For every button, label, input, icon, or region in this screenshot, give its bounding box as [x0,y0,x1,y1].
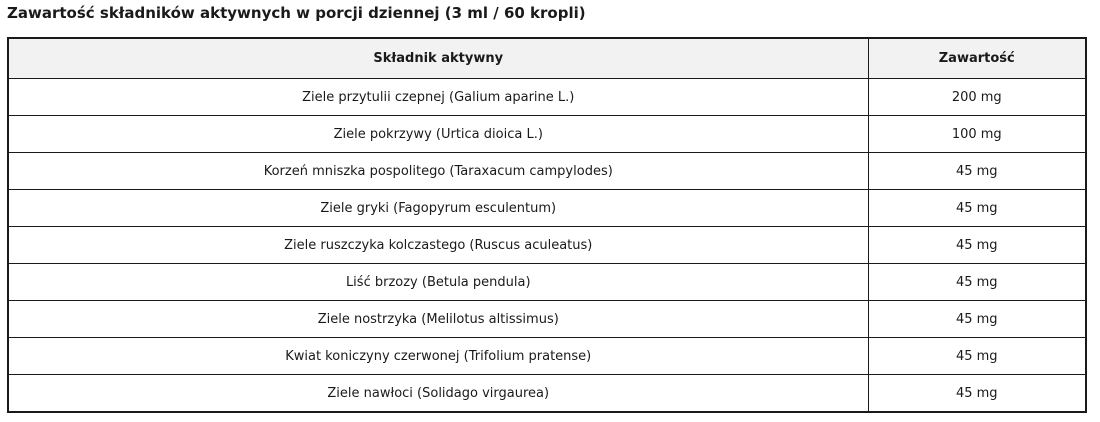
table-row [8,301,1086,338]
ingredient-cell: Ziele pokrzywy (Urtica dioica L.) [8,116,868,153]
table-row [8,190,1086,227]
amount-cell: 45 mg [868,264,1086,301]
page-title: Zawartość składników aktywnych w porcji dziennej (3 ml / 60 kropli) [7,4,586,22]
table-header [8,38,1086,79]
ingredient-cell: Ziele przytulii czepnej (Galium aparine L.) [8,79,868,116]
table-row [8,338,1086,375]
ingredients-table [7,37,1087,413]
table-row [8,227,1086,264]
ingredient-cell: Liść brzozy (Betula pendula) [8,264,868,301]
table-row [8,375,1086,413]
amount-cell: 200 mg [868,79,1086,116]
ingredient-cell: Korzeń mniszka pospolitego (Taraxacum campylodes) [8,153,868,190]
amount-cell: 45 mg [868,301,1086,338]
ingredient-cell: Ziele nostrzyka (Melilotus altissimus) [8,301,868,338]
table-body [8,79,1086,413]
column-header-ingredient: Składnik aktywny [8,38,868,79]
ingredient-cell: Ziele gryki (Fagopyrum esculentum) [8,190,868,227]
table-row [8,153,1086,190]
amount-cell: 45 mg [868,338,1086,375]
ingredient-cell: Ziele nawłoci (Solidago virgaurea) [8,375,868,413]
amount-cell: 45 mg [868,227,1086,264]
table-row [8,264,1086,301]
amount-cell: 100 mg [868,116,1086,153]
amount-cell: 45 mg [868,153,1086,190]
column-header-amount: Zawartość [868,38,1086,79]
header-row [8,38,1086,79]
amount-cell: 45 mg [868,190,1086,227]
table-row [8,79,1086,116]
amount-cell: 45 mg [868,375,1086,413]
ingredient-cell: Kwiat koniczyny czerwonej (Trifolium pratense) [8,338,868,375]
table-row [8,116,1086,153]
ingredient-cell: Ziele ruszczyka kolczastego (Ruscus aculeatus) [8,227,868,264]
